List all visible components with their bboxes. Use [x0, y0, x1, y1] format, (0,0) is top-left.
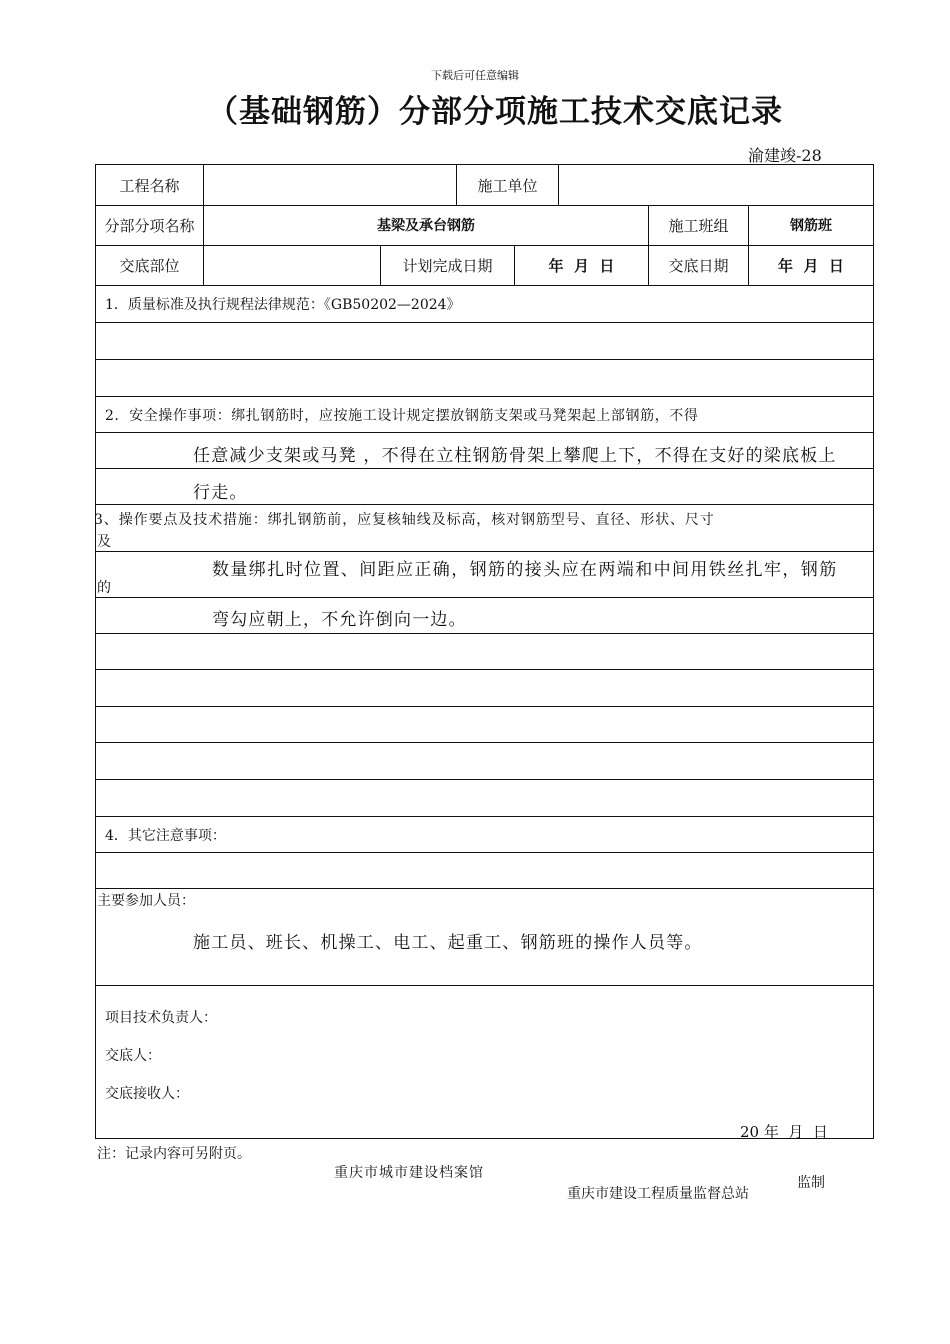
construction-unit-label: 施工单位: [477, 176, 538, 195]
receiver-signature[interactable]: 交底接收人：: [105, 1086, 189, 1102]
safety-text-line-3: 行走。: [193, 483, 248, 503]
safety-text-line-2: 任意减少支架或马凳 ，不得在立柱钢筋骨架上攀爬上下，不得在支好的梁底板上: [193, 446, 837, 466]
location-label: 交底部位: [119, 256, 180, 275]
planned-date-label: 计划完成日期: [402, 256, 493, 275]
supervise-label: 监制: [797, 1175, 825, 1191]
team-label: 施工班组: [668, 216, 729, 235]
download-note: 下载后可任意编辑: [431, 69, 519, 82]
location-field[interactable]: [204, 245, 380, 285]
record-table: [95, 164, 874, 1139]
tech-text-line-2-wrap: 的: [97, 580, 111, 596]
supervision-station: 重庆市建设工程质量监督总站: [567, 1186, 749, 1202]
document-code: 渝建竣-28: [748, 146, 822, 165]
quality-standard-text: 1．质量标准及执行规程法律规范：《GB50202—2024》: [105, 297, 461, 313]
tech-text-line-2: 数量绑扎时位置、间距应正确，钢筋的接头应在两端和中间用铁丝扎牢，钢筋: [212, 560, 838, 580]
safety-text-line-1: 2．安全操作事项：绑扎钢筋时，应按施工设计规定摆放钢筋支架或马凳架起上部钢筋，不得: [105, 408, 699, 424]
tech-text-line-3: 弯勾应朝上，不允许倒向一边。: [212, 610, 467, 630]
planned-date-value[interactable]: 年 月 日: [548, 256, 615, 275]
subitem-name-value[interactable]: 基梁及承台钢筋: [377, 218, 475, 234]
handover-date-value[interactable]: 年 月 日: [778, 256, 844, 275]
project-name-label: 工程名称: [119, 176, 180, 195]
other-notes-text: 4．其它注意事项：: [105, 828, 226, 844]
participants-label: 主要参加人员：: [97, 893, 195, 909]
handover-date-label: 交底日期: [668, 256, 729, 275]
project-name-field[interactable]: [204, 165, 456, 205]
document-title: （基础钢筋）分部分项施工技术交底记录: [207, 94, 783, 130]
team-value[interactable]: 钢筋班: [790, 218, 832, 234]
subitem-name-label: 分部分项名称: [104, 216, 195, 235]
tech-text-line-1-wrap: 及: [97, 534, 111, 550]
signature-date[interactable]: 20 年 月 日: [740, 1123, 828, 1141]
handover-person-signature[interactable]: 交底人：: [105, 1048, 161, 1064]
construction-unit-field[interactable]: [559, 165, 873, 205]
archive-name: 重庆市城市建设档案馆: [334, 1165, 484, 1181]
tech-lead-signature[interactable]: 项目技术负责人：: [105, 1010, 217, 1026]
tech-text-line-1: 3、操作要点及技术措施：绑扎钢筋前，应复核轴线及标高，核对钢筋型号、直径、形状、尺寸: [94, 512, 715, 528]
participants-text: 施工员、班长、机操工、电工、起重工、钢筋班的操作人员等。: [193, 933, 703, 953]
footer-note: 注：记录内容可另附页。: [97, 1146, 251, 1162]
